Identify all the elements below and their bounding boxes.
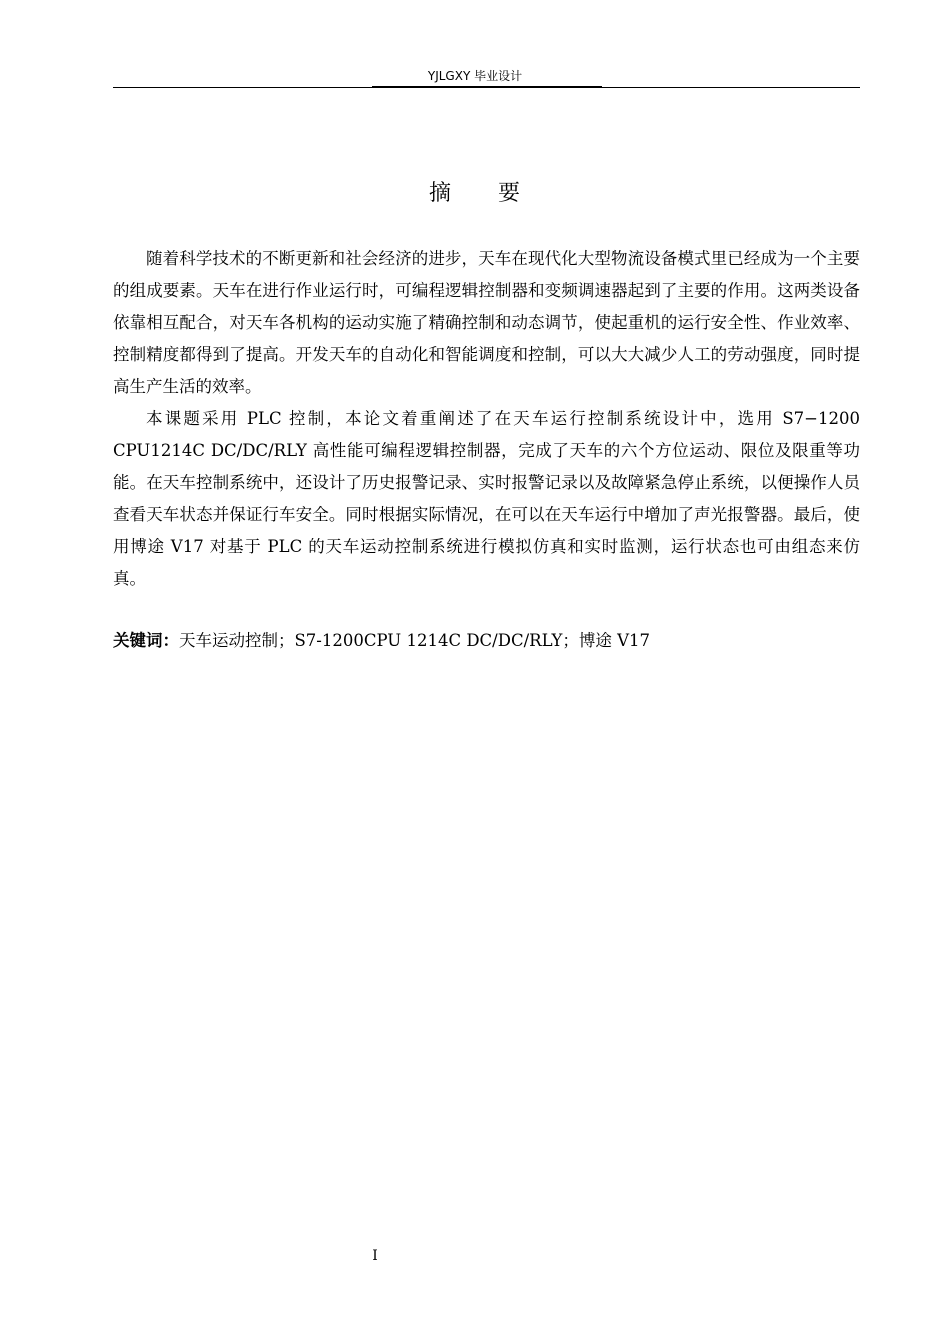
- header-rule-accent: [372, 86, 602, 88]
- keywords-label: 关键词：: [113, 631, 179, 650]
- page-number: I: [372, 1248, 378, 1264]
- abstract-paragraph-1: 随着科学技术的不断更新和社会经济的进步，天车在现代化大型物流设备模式里已经成为一个主要的组成要素。天车在进行作业运行时，可编程逻辑控制器和变频调速器起到了主要的作用。这两类设备依靠相互配合，对天车各机构的运动实施了精确控制和动态调节，使起重机的运行安全性、作业效率、控制精度都得到了提高。开发天车的自动化和智能调度和控制，可以大大减少人工的劳动强度，同时提高生产生活的效率。: [113, 249, 860, 396]
- title-char-1: 摘: [428, 181, 452, 206]
- abstract-body: [113, 243, 860, 595]
- page-title: [0, 178, 950, 210]
- abstract-paragraph-2: 本课题采用 PLC 控制，本论文着重阐述了在天车运行控制系统设计中，选用 S7−1200 CPU1214C DC/DC/RLY 高性能可编程逻辑控制器，完成了天车的六个方位运动、限位及限重等功能。在天车控制系统中，还设计了历史报警记录、实时报警记录以及故障紧急停止系统，以便操作人员查看天车状态并保证行车安全。同时根据实际情况，在可以在天车运行中增加了声光报警器。最后，使用博途 V17 对基于 PLC 的天车运动控制系统进行模拟仿真和实时监测，运行状态也可由组态来仿真。: [113, 409, 860, 588]
- keywords-line: [113, 625, 860, 657]
- keywords-value: 天车运动控制；S7-1200CPU 1214C DC/DC/RLY；博途 V17: [179, 631, 651, 650]
- title-char-2: 要: [498, 181, 522, 206]
- page-header: YJLGXY 毕业设计: [427, 69, 523, 83]
